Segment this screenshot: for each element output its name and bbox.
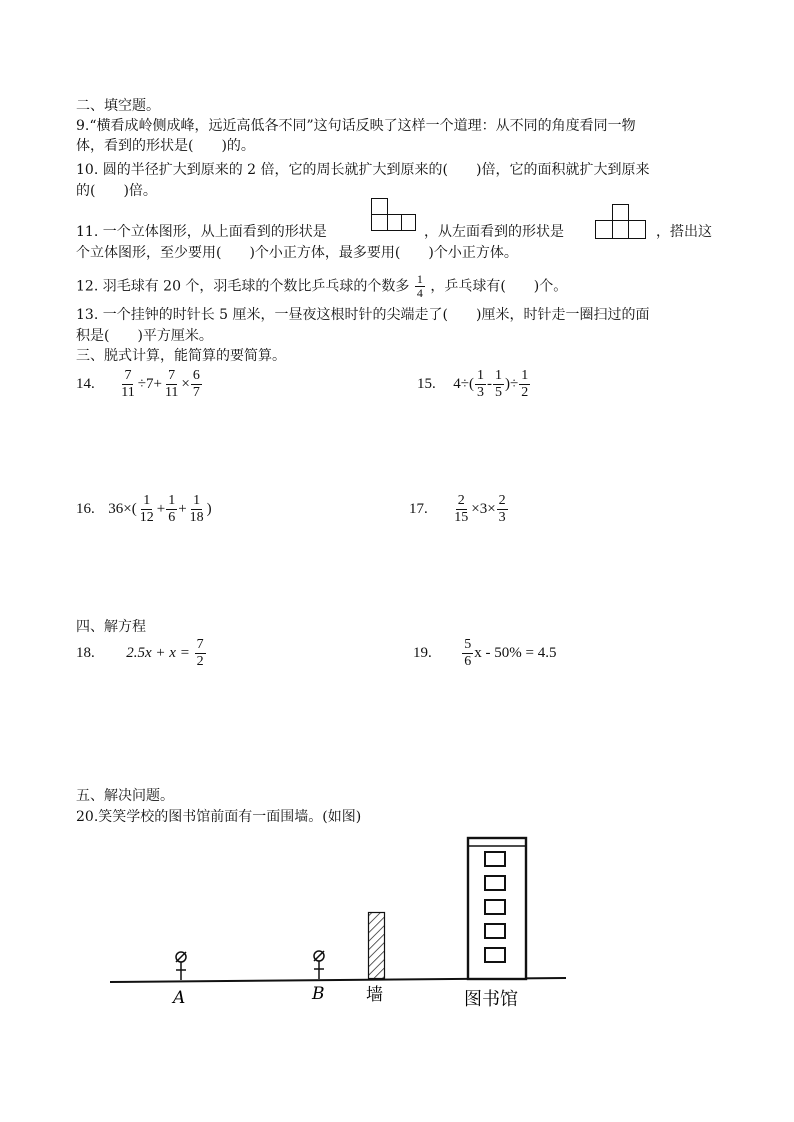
fraction-numerator: 6: [192, 368, 200, 383]
operator: 36×(: [108, 500, 137, 517]
q11-text-c: ，搭出这: [656, 224, 712, 240]
fraction-numerator: 1: [521, 368, 529, 383]
q12-line: [76, 273, 567, 300]
fraction-numerator: 1: [168, 493, 176, 508]
q11-line2: 个立体图形，至少要用( )个小正方体，最多要用( )个小正方体。: [76, 245, 518, 261]
wall-icon: [369, 913, 385, 979]
q11-text-b: ，从左面看到的形状是: [424, 224, 564, 240]
q12-text-a: 12. 羽毛球有 20 个，羽毛球的个数比乒乓球的个数多: [76, 278, 410, 295]
operator: +: [178, 500, 187, 517]
q9-line1: 9.“横看成岭侧成峰，远近高低各不同”这句话反映了这样一个道理：从不同的角度看同一物: [76, 118, 636, 134]
fraction-numerator: 1: [416, 272, 423, 286]
section-title-calculation: 三、脱式计算，能简算的要简算。: [76, 348, 286, 364]
fraction-numerator: 7: [168, 368, 176, 383]
operator: 4÷(: [453, 375, 474, 392]
q19-number: 19.: [413, 644, 432, 661]
fraction-denominator: 4: [416, 286, 423, 300]
fraction-denominator: 5: [494, 385, 502, 400]
fraction-numerator: 1: [143, 493, 151, 508]
fraction-denominator: 7: [192, 385, 200, 400]
label-b: B: [312, 984, 325, 1004]
q10-line1: 10. 圆的半径扩大到原来的 2 倍，它的周长就扩大到原来的( )倍，它的面积就扩大到原来: [76, 162, 650, 178]
equation-expression: x - 50% = 4.5: [474, 644, 557, 661]
fraction-numerator: 2: [498, 493, 506, 508]
q15: [417, 368, 531, 401]
q17: [409, 493, 509, 526]
q17-number: 17.: [409, 500, 428, 517]
label-a: A: [173, 988, 186, 1008]
q12-fraction: [415, 273, 425, 300]
fraction-denominator: 6: [168, 510, 176, 525]
operator: +: [156, 500, 166, 517]
top-view-figure: [370, 197, 420, 239]
observer-b-icon: [314, 951, 324, 979]
q14: [76, 368, 203, 401]
fraction-denominator: 3: [498, 510, 506, 525]
fraction-denominator: 18: [189, 510, 204, 525]
fraction-denominator: 11: [164, 385, 179, 400]
fraction-denominator: 15: [454, 510, 469, 525]
q13-line1: 13. 一个挂钟的时针长 5 厘米，一昼夜这根时针的尖端走了( )厘米，时针走一圈扫过的面: [76, 307, 650, 323]
operator: -: [486, 375, 492, 392]
operator: )÷: [504, 375, 519, 392]
label-wall: 墙: [366, 985, 383, 1005]
q10-line2: 的( )倍。: [76, 183, 157, 199]
q19: [413, 637, 556, 670]
fraction-numerator: 7: [196, 637, 204, 652]
equation-expression: 2.5x + x =: [126, 644, 190, 661]
section-title-equations: 四、解方程: [76, 619, 146, 635]
q16: [76, 493, 212, 526]
fraction-denominator: 11: [121, 385, 135, 400]
q18: [76, 637, 207, 670]
q20-text: 20.笑笑学校的图书馆前面有一面围墙。(如图): [76, 809, 362, 825]
q16-number: 16.: [76, 500, 95, 517]
fraction-numerator: 1: [476, 368, 484, 383]
section-title-problems: 五、解决问题。: [76, 788, 174, 804]
operator: ÷7+: [137, 375, 162, 392]
library-wall-figure: [104, 832, 584, 1016]
fraction-denominator: 2: [196, 654, 204, 669]
operator: ): [206, 500, 212, 517]
fraction-denominator: 2: [521, 385, 529, 400]
section-title-fill-blank: 二、填空题。: [76, 98, 160, 114]
left-view-figure: [594, 203, 650, 241]
fraction-numerator: 5: [464, 637, 472, 652]
library-building-icon: [468, 838, 526, 979]
q11-text-a: 11. 一个立体图形，从上面看到的形状是: [76, 224, 327, 240]
operator: ×: [181, 375, 190, 392]
q9-line2: 体，看到的形状是( )的。: [76, 138, 255, 154]
q18-number: 18.: [76, 644, 95, 661]
fraction-numerator: 1: [494, 368, 502, 383]
q14-number: 14.: [76, 375, 95, 392]
operator: ×3×: [471, 500, 496, 517]
fraction-numerator: 2: [457, 493, 465, 508]
q13-line2: 积是( )平方厘米。: [76, 328, 213, 344]
fraction-denominator: 3: [476, 385, 484, 400]
label-library: 图书馆: [464, 989, 518, 1010]
fraction-denominator: 12: [139, 510, 154, 525]
q15-number: 15.: [417, 375, 436, 392]
q12-text-b: ，乒乓球有( )个。: [430, 278, 568, 295]
fraction-numerator: 7: [124, 368, 132, 383]
observer-a-icon: [176, 952, 186, 980]
q11-line1: [76, 222, 327, 242]
fraction-numerator: 1: [193, 493, 201, 508]
fraction-denominator: 6: [464, 654, 472, 669]
